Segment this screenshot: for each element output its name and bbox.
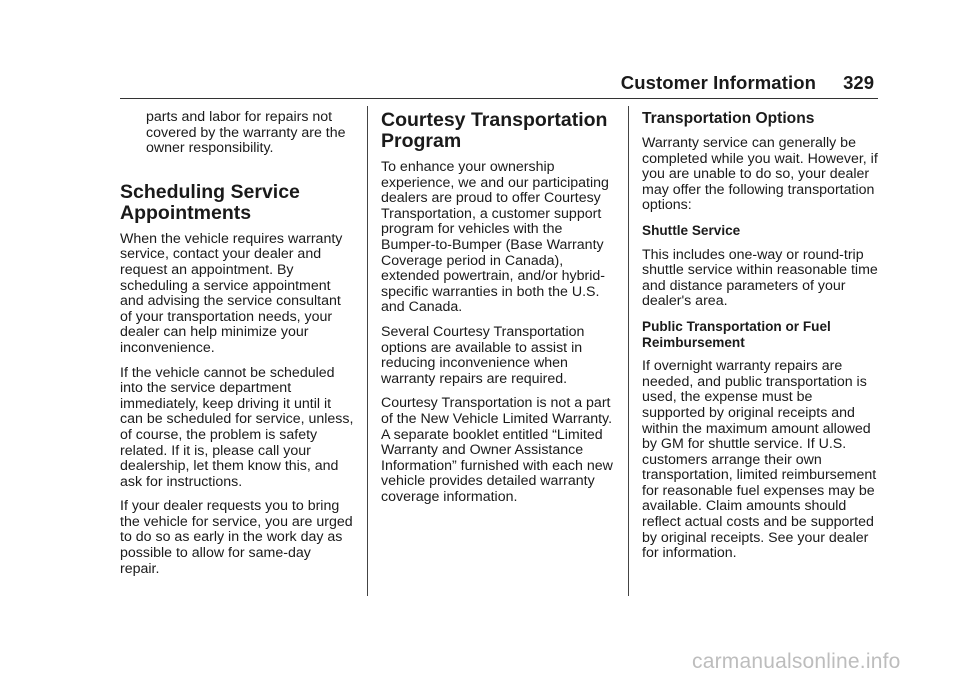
column-right <box>642 110 878 571</box>
subheading-public-transportation: Public Transportation or Fuel Reimbursement <box>642 318 831 350</box>
paragraph: Several Courtesy Transportation options are available to assist in reducing inconvenience when warranty repairs are required. <box>381 323 585 387</box>
heading-scheduling-service: Scheduling Service Appointments <box>120 180 300 224</box>
paragraph: If overnight warranty repairs are needed, and public transportation is used, the expense must be supported by original receipts and within the maximum amount allowed by GM for shuttle service. If U.S. customers arrange their own transportation, limited reimbursement for reasonable fuel expenses may be available. Claim amounts should reflect actual costs and be supported by original receipts. See your dealer for information. <box>642 358 877 562</box>
heading-transportation-options: Transportation Options <box>642 110 815 127</box>
column-left <box>120 110 354 586</box>
watermark: carmanualsonline.info <box>692 650 901 673</box>
page-header <box>120 70 878 99</box>
section-title: Customer Information <box>620 72 816 93</box>
subheading-shuttle-service: Shuttle Service <box>642 222 741 238</box>
column-divider <box>367 106 368 596</box>
paragraph: If your dealer requests you to bring the vehicle for service, you are urged to do so as early in the work day as possible to allow for same-day repair. <box>120 498 353 577</box>
paragraph: This includes one-way or round-trip shuttle service within reasonable time and distance parameters of your dealer's area. <box>642 246 878 310</box>
heading-courtesy-transportation: Courtesy Transportation Program <box>381 109 608 152</box>
paragraph: To enhance your ownership experience, we and our participating dealers are proud to offer Courtesy Transportation, a customer support program for vehicles with the Bumper-to-Bumper (Base Warranty Coverage period in Canada), extended powertrain, and/or hybrid-specific warranties in both the U.S. and Canada. <box>381 159 609 316</box>
paragraph: Courtesy Transportation is not a part of the New Vehicle Limited Warranty. A separate booklet entitled “Limited Warranty and Owner Assistance Information” furnished with each new vehicle provides detailed warranty coverage information. <box>381 395 613 505</box>
page-number: 329 <box>843 72 874 93</box>
paragraph: Warranty service can generally be completed while you wait. However, if you are unable to do so, your dealer may offer the following transportation options: <box>642 135 878 214</box>
paragraph: When the vehicle requires warranty service, contact your dealer and request an appointment. By scheduling a service appointment and advising the service consultant of your transportation needs, your dealer can help minimize your inconvenience. <box>120 230 343 356</box>
column-divider <box>628 106 629 596</box>
paragraph: If the vehicle cannot be scheduled into the service department immediately, keep driving it until it can be scheduled for service, unless, of course, the problem is safety related. If it is, please call your dealership, let them know this, and ask for instructions. <box>120 364 354 490</box>
continued-paragraph: parts and labor for repairs not covered by the warranty are the owner responsibility. <box>146 109 346 157</box>
column-middle <box>381 110 613 514</box>
